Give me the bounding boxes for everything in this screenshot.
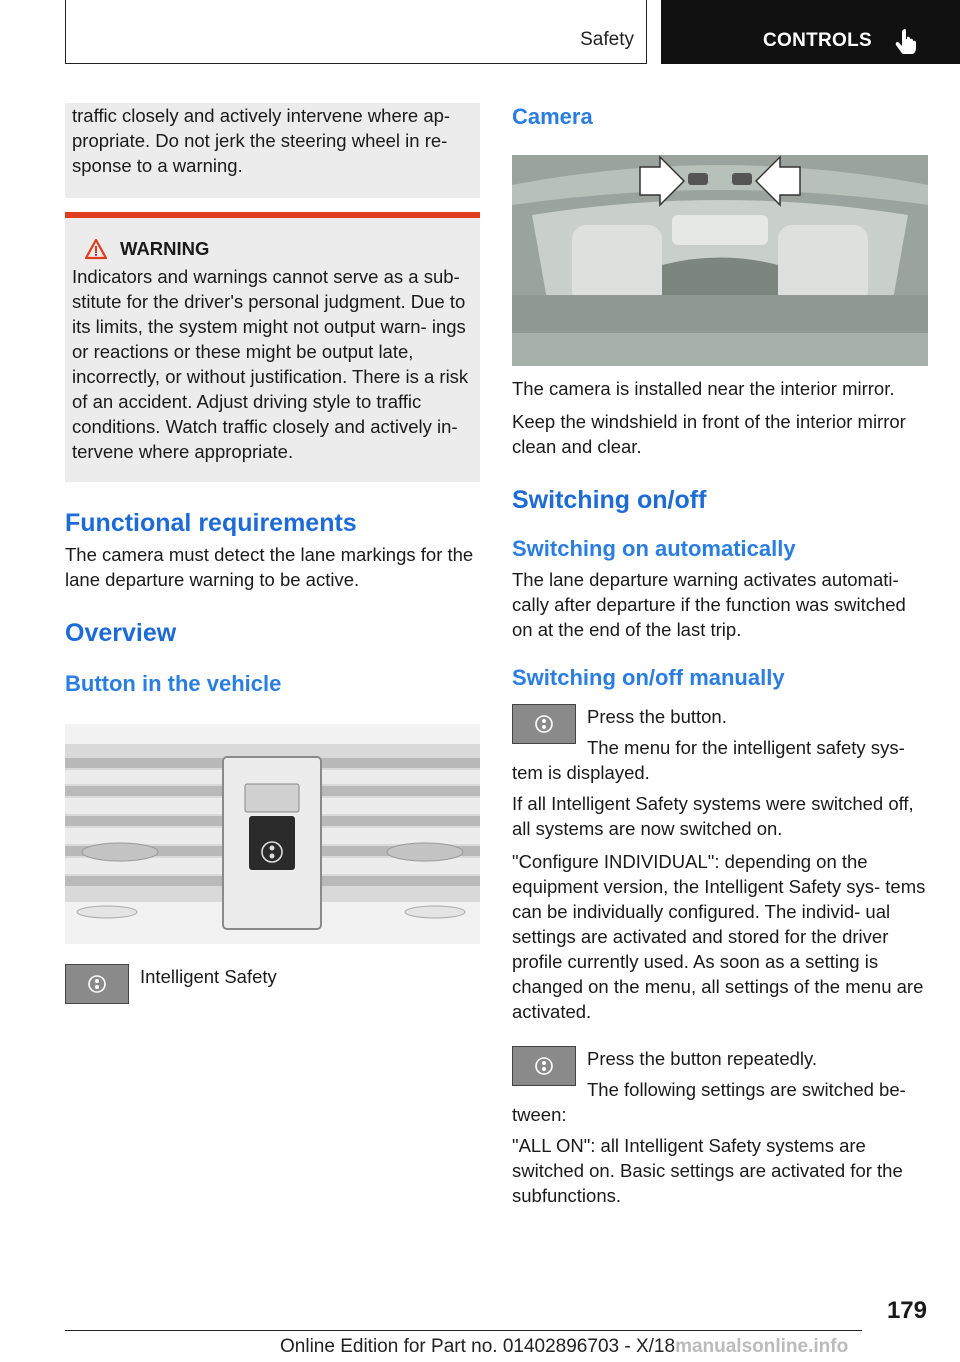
safety-button-icon-2 bbox=[512, 1046, 576, 1086]
safety-car-icon bbox=[87, 974, 107, 994]
dashboard-vent-illustration bbox=[65, 724, 480, 944]
camera-heading: Camera bbox=[512, 104, 593, 129]
footer-rule bbox=[65, 1330, 862, 1331]
safety-car-icon bbox=[534, 714, 554, 734]
page-number: 179 bbox=[886, 1297, 927, 1324]
switched-between-text: The following settings are switched be‐ tween: bbox=[512, 1079, 906, 1125]
switching-heading: Switching on/off bbox=[512, 486, 707, 514]
intelligent-safety-row bbox=[65, 964, 480, 1008]
button-vehicle-photo bbox=[65, 724, 480, 944]
safety-car-icon bbox=[534, 1056, 554, 1076]
pointing-hand-icon bbox=[894, 28, 918, 54]
header-section-tab bbox=[65, 0, 647, 64]
camera-text-1: The camera is installed near the interior mirror. bbox=[512, 378, 895, 399]
intelligent-safety-button-icon bbox=[65, 964, 129, 1004]
warning-text: Indicators and warnings cannot serve as a sub‐ stitute for the driver's personal judgment. Due to its limits, the system might not output warn‐ ings or reactions or these might be output late, incorrectly, or without justification. There is a risk of an accident. Adjust driving style to traffic conditions. Watch traffic closely and actively in‐ tervene where appropriate. bbox=[72, 266, 469, 462]
overview-heading: Overview bbox=[65, 619, 177, 647]
footer-watermark: manualsonline.info bbox=[675, 1336, 849, 1357]
button-in-vehicle-heading: Button in the vehicle bbox=[65, 671, 282, 696]
intro-text: traffic closely and actively intervene where ap‐ propriate. Do not jerk the steering wheel in re‐ sponse to a warning. bbox=[72, 105, 451, 176]
intro-box bbox=[65, 103, 480, 198]
menu-displayed-text: The menu for the intelligent safety sys‐ tem is displayed. bbox=[512, 737, 905, 783]
configure-individual-text: "Configure INDIVIDUAL": depending on the equipment version, the Intelligent Safety sys‐ tems can be individually configured. The individ‐ ual settings are activated and stored for the driver profile currently used. As soon as a setting is changed on the menu, all settings of the menu are activated. bbox=[512, 851, 926, 1022]
warning-triangle-icon bbox=[84, 238, 108, 260]
switching-auto-heading: Switching on automatically bbox=[512, 536, 796, 561]
switching-manual-heading: Switching on/off manually bbox=[512, 665, 785, 690]
header-chapter-title: CONTROLS bbox=[763, 30, 873, 51]
header-section-title: Safety bbox=[580, 29, 634, 50]
footer-edition bbox=[280, 1336, 848, 1358]
press-button-text: Press the button. bbox=[587, 706, 727, 727]
press-repeatedly-row bbox=[512, 1046, 928, 1133]
left-column bbox=[65, 103, 480, 1008]
footer-edition-text: Online Edition for Part no. 01402896703 - X/18 bbox=[280, 1336, 676, 1357]
warning-header bbox=[72, 238, 473, 260]
camera-text-2: Keep the windshield in front of the interior mirror clean and clear. bbox=[512, 411, 906, 457]
car-interior-illustration bbox=[512, 155, 928, 366]
intelligent-safety-label: Intelligent Safety bbox=[140, 966, 277, 987]
functional-requirements-heading: Functional requirements bbox=[65, 509, 357, 537]
functional-requirements-text: The camera must detect the lane markings for the lane departure warning to be active. bbox=[65, 544, 474, 590]
all-off-text: If all Intelligent Safety systems were switched off, all systems are now switched on. bbox=[512, 793, 914, 839]
right-column bbox=[512, 103, 928, 1216]
press-repeatedly-text: Press the button repeatedly. bbox=[587, 1048, 818, 1069]
safety-button-icon-1 bbox=[512, 704, 576, 744]
all-on-text: "ALL ON": all Intelligent Safety systems are switched on. Basic settings are activated for the subfunctions. bbox=[512, 1135, 903, 1206]
header-chapter-tab bbox=[661, 0, 960, 64]
warning-title: WARNING bbox=[120, 238, 210, 259]
camera-photo bbox=[512, 155, 928, 366]
warning-box bbox=[65, 212, 480, 482]
switching-auto-text: The lane departure warning activates automati‐ cally after departure if the function was switched on at the end of the last trip. bbox=[512, 569, 906, 640]
press-button-row bbox=[512, 704, 928, 791]
